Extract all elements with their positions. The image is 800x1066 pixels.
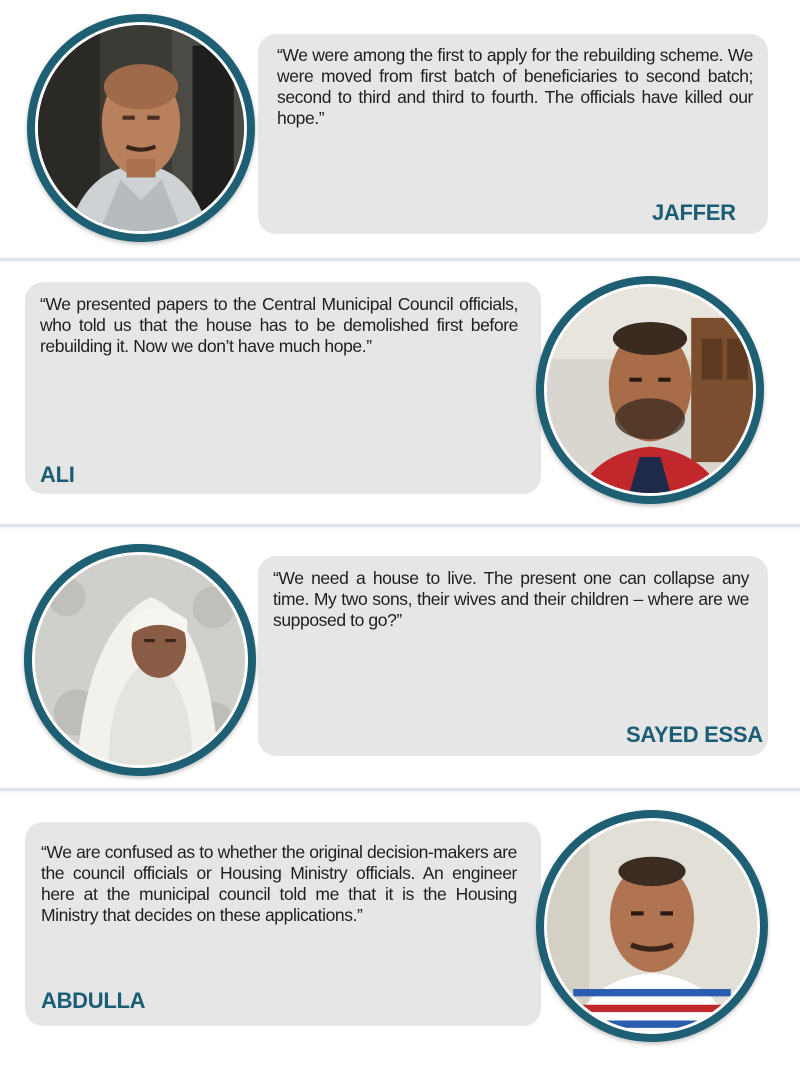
person-name: SAYED ESSA xyxy=(626,722,763,747)
quote-text: “We need a house to live. The present one can collapse any time. My two sons, their wives and their children – where are we supposed to go?” xyxy=(273,568,749,630)
avatar xyxy=(536,810,768,1042)
person-name: JAFFER xyxy=(652,200,736,225)
testimonial-abdulla xyxy=(0,792,800,1066)
person-name: ALI xyxy=(40,462,75,487)
quote-text: “We presented papers to the Central Municipal Council officials, who told us that the house has to be demolished first before rebuilding it. Now we don’t have much hope.” xyxy=(40,294,518,356)
person-name: ABDULLA xyxy=(41,988,146,1013)
quote-text: “We were among the first to apply for the rebuilding scheme. We were moved from first batch of beneficiaries to second batch; second to third and third to fourth. The officials have killed our hope.” xyxy=(277,45,753,128)
avatar-photo xyxy=(547,821,757,1031)
section-divider xyxy=(0,524,800,527)
section-divider xyxy=(0,258,800,261)
testimonial-jaffer xyxy=(0,0,800,258)
section-divider xyxy=(0,788,800,791)
avatar-photo xyxy=(547,287,753,493)
avatar-photo xyxy=(38,25,244,231)
avatar xyxy=(27,14,255,242)
avatar xyxy=(536,276,764,504)
testimonial-ali xyxy=(0,262,800,524)
quote-text: “We are confused as to whether the original decision-makers are the council officials or Housing Ministry officials. An engineer here at the municipal council told me that it is the Housing Ministry that decides on these applications.” xyxy=(41,842,517,925)
avatar xyxy=(24,544,256,776)
avatar-photo xyxy=(35,555,245,765)
testimonial-sayed-essa xyxy=(0,528,800,788)
